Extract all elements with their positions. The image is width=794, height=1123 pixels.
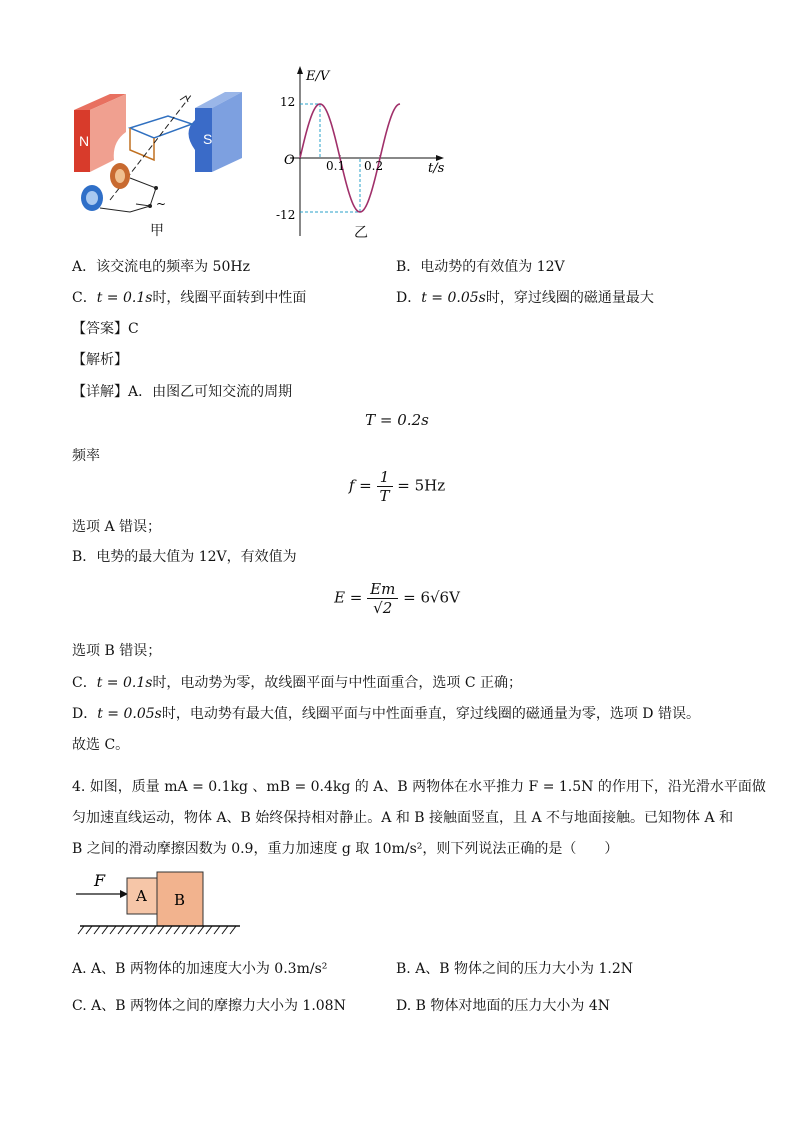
eq-freq-rhs: = 5Hz [397,476,446,495]
q3-option-c-math: t = 0.1s [96,290,153,306]
conclusion: 故选 C。 [72,737,130,753]
answer-line [72,318,139,338]
detail-c-rest: 时，电动势为零，故线圈平面与中性面重合，选项 C 正确； [152,675,523,691]
detail-label: 【详解】 [72,384,128,400]
y-axis-label: E/V [306,69,330,84]
detail-a-line [72,381,292,401]
ground-hatching [78,926,236,934]
hatch-line [134,926,140,934]
hatch-line [222,926,228,934]
q4-option-b[interactable]: B. A、B 物体之间的压力大小为 1.2N [396,961,634,977]
hatch-line [102,926,108,934]
blocks-diagram [76,866,246,938]
x-tick-0-1: 0.1 [326,159,346,173]
eq-e-den: √2 [373,599,393,617]
wire-1 [130,178,156,206]
q4-option-a[interactable]: A. A、B 两物体的加速度大小为 0.3m/s² [72,961,328,977]
detail-b-text: B．电势的最大值为 12V，有效值为 [72,549,297,565]
detail-d-math: t = 0.05s [97,706,162,722]
blocks-figure [76,866,246,938]
y-axis-arrow [297,66,303,74]
hatch-line [158,926,164,934]
hatch-line [182,926,188,934]
hatch-line [230,926,236,934]
eq-freq-num: 1 [377,468,393,487]
q3-option-d-prefix: D． [396,290,422,306]
answer-value: C [128,321,139,337]
block-b-label: B [174,891,186,909]
freq-label: 频率 [72,448,100,464]
answer-label: 【答案】 [72,321,128,337]
hatch-line [190,926,196,934]
block-a-label: A [136,887,147,905]
q4-line-1: 4. 如图，质量 mA = 0.1kg 、mB = 0.4kg 的 A、B 两物体在水平推力 F = 1.5N 的作用下，沿光滑水平面做 [72,779,766,795]
x-axis-label: t/s [428,161,445,176]
detail-d-rest: 时，电动势有最大值，线圈平面与中性面垂直，穿过线圈的磁通量为零，选项 D 错误。 [161,706,700,722]
q4-line-2: 匀加速直线运动，物体 A、B 始终保持相对静止。A 和 B 接触面竖直，且 A 不与地面接触。已知物体 A 和 [72,810,734,826]
figure-left-caption: 甲 [150,223,164,239]
q3-option-b[interactable]: B．电动势的有效值为 12V [396,259,565,275]
terminal-2 [148,204,152,208]
hatch-line [118,926,124,934]
option-b-wrong: 选项 B 错误； [72,643,162,659]
q4-option-c[interactable]: C. A、B 两物体之间的摩擦力大小为 1.08N [72,998,346,1014]
eq-e-rhs: = 6√6V [403,588,460,607]
terminal-1 [154,186,158,190]
eq-freq-den: T [379,487,390,505]
q4-line-3: B 之间的滑动摩擦因数为 0.9，重力加速度 g 取 10m/s²，则下列说法正确的是（ ） [72,841,619,857]
q3-option-d[interactable] [396,287,654,307]
y-tick-neg12: -12 [276,208,296,222]
hatch-line [142,926,148,934]
detail-c-math: t = 0.1s [96,675,153,691]
hatch-line [206,926,212,934]
eq-freq-lhs: f = [348,476,372,495]
hatch-line [198,926,204,934]
waveform-figure [270,64,460,244]
hatch-line [126,926,132,934]
hatch-line [150,926,156,934]
ac-symbol: ~ [156,197,167,211]
q3-option-c-prefix: C． [72,290,97,306]
option-a-wrong: 选项 A 错误； [72,519,162,535]
y-tick-12: 12 [280,95,296,109]
equation-effective [0,580,794,617]
detail-a-text: A．由图乙可知交流的周期 [128,384,293,400]
waveform-chart [270,64,460,244]
hatch-line [166,926,172,934]
q3-option-d-rest: 时，穿过线圈的磁通量最大 [485,290,654,306]
eq-e-num: Em [367,580,398,599]
n-label: N [79,133,90,149]
eq-e-lhs: E = [334,588,363,607]
hatch-line [214,926,220,934]
figure-right-caption: 乙 [354,225,368,241]
force-label: F [94,871,106,890]
hatch-line [86,926,92,934]
q3-option-c[interactable] [72,287,306,307]
hatch-line [78,926,84,934]
hatch-line [94,926,100,934]
hatch-line [174,926,180,934]
detail-c-line [72,672,522,692]
generator-figure [70,80,250,245]
x-tick-0-2: 0.2 [364,159,384,173]
detail-c-prefix: C． [72,675,97,691]
origin-label: O [284,153,295,168]
wire-2 [100,206,150,212]
q3-option-d-math: t = 0.05s [421,290,486,306]
q3-option-a[interactable]: A．该交流电的频率为 50Hz [72,259,250,275]
analysis-label: 【解析】 [72,352,128,368]
s-label: S [203,131,213,147]
slip-ring-2-inner [86,191,98,205]
slip-ring-1-inner [115,169,125,183]
detail-d-prefix: D． [72,706,98,722]
eq-e-fraction [367,580,398,617]
equation-period: T = 0.2s [365,411,429,429]
q4-option-d[interactable]: D. B 物体对地面的压力大小为 4N [396,998,610,1014]
detail-d-line [72,703,700,723]
equation-frequency [0,468,794,505]
hatch-line [110,926,116,934]
rotation-arrow [180,96,188,102]
q3-option-c-rest: 时，线圈平面转到中性面 [152,290,307,306]
eq-freq-fraction [377,468,393,505]
